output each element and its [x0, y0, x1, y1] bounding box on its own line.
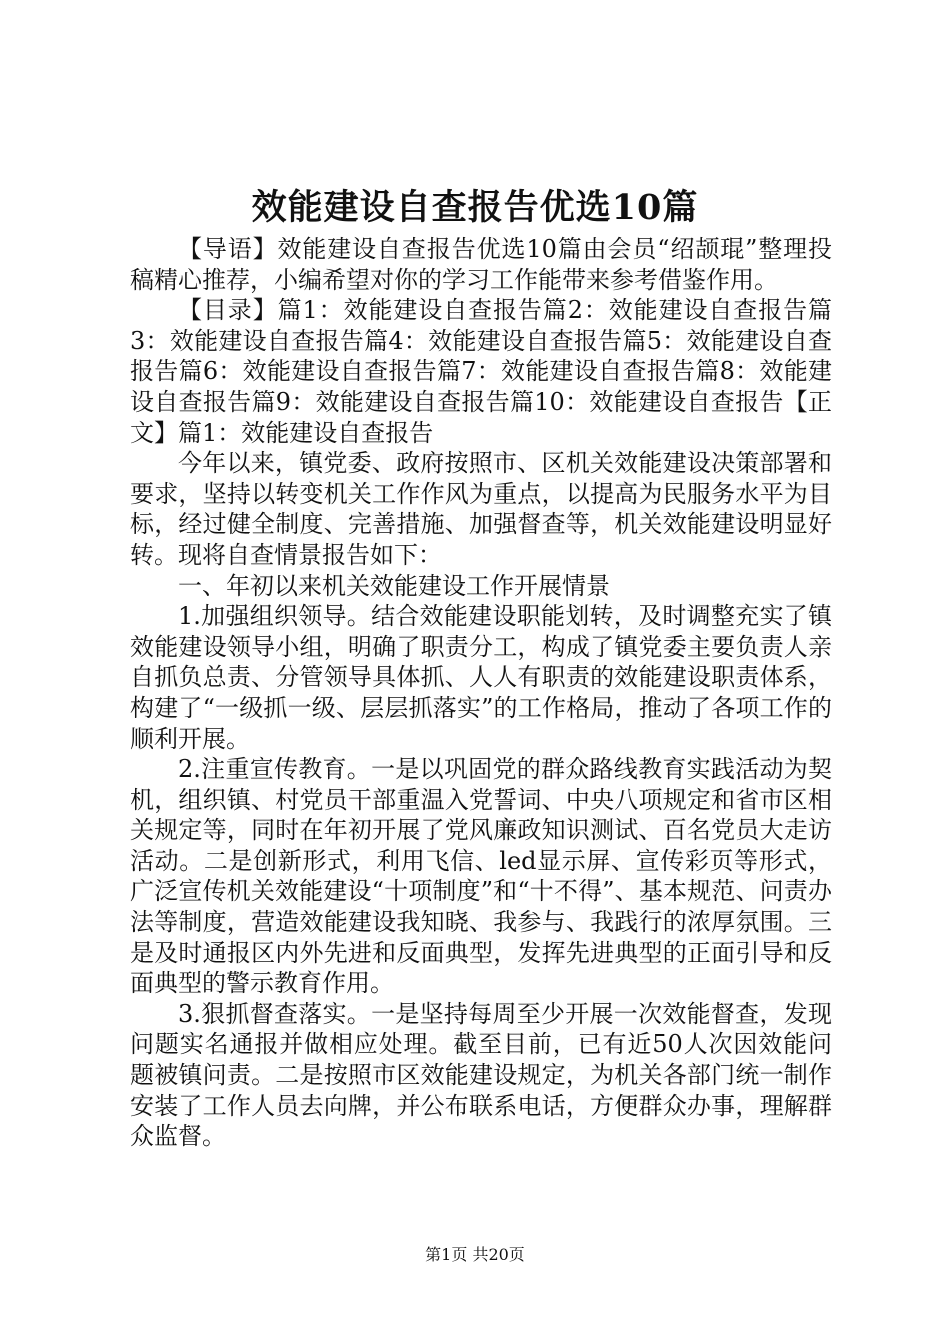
body-paragraph: 3.狠抓督查落实。一是坚持每周至少开展一次效能督查，发现问题实名通报并做相应处理。截至目前，已有近50人次因效能问题被镇问责。二是按照市区效能建设规定，为机关各部门统一制作安装了工作人员去向牌，并公布联系电话，方便群众办事，理解群众监督。	[130, 999, 832, 1151]
body-paragraph: 2.注重宣传教育。一是以巩固党的群众路线教育实践活动为契机，组织镇、村党员干部重温入党誓词、中央八项规定和省市区相关规定等，同时在年初开展了党风廉政知识测试、百名党员大走访活动。二是创新形式，利用飞信、led显示屏、宣传彩页等形式，广泛宣传机关效能建设“十项制度”和“十不得”、基本规范、问责办法等制度，营造效能建设我知晓、我参与、我践行的浓厚氛围。三是及时通报区内外先进和反面典型，发挥先进典型的正面引导和反面典型的警示教育作用。	[130, 755, 832, 998]
page-number-footer: 第1页 共20页	[425, 1245, 525, 1264]
section-heading: 一、年初以来机关效能建设工作开展情景	[178, 571, 610, 600]
document-body	[130, 234, 832, 1152]
intro-paragraph: 【导语】效能建设自查报告优选10篇由会员“绍颉琨”整理投稿精心推荐，小编希望对你的学习工作能带来参考借鉴作用。	[130, 235, 832, 294]
document-title: 效能建设自查报告优选10篇	[251, 187, 699, 228]
body-paragraph: 1.加强组织领导。结合效能建设职能划转，及时调整充实了镇效能建设领导小组，明确了职责分工，构成了镇党委主要负责人亲自抓负总责、分管领导具体抓、人人有职责的效能建设职责体系，构建了“一级抓一级、层层抓落实”的工作格局，推动了各项工作的顺利开展。	[130, 602, 832, 753]
body-paragraph: 今年以来，镇党委、政府按照市、区机关效能建设决策部署和要求，坚持以转变机关工作作风为重点，以提高为民服务水平为目标，经过健全制度、完善措施、加强督查等，机关效能建设明显好转。现将自查情景报告如下：	[130, 449, 832, 569]
table-of-contents-paragraph: 【目录】篇1：效能建设自查报告篇2：效能建设自查报告篇3：效能建设自查报告篇4：效能建设自查报告篇5：效能建设自查报告篇6：效能建设自查报告篇7：效能建设自查报告篇8：效能建设自查报告篇9：效能建设自查报告篇10：效能建设自查报告【正文】篇1：效能建设自查报告	[130, 296, 832, 447]
